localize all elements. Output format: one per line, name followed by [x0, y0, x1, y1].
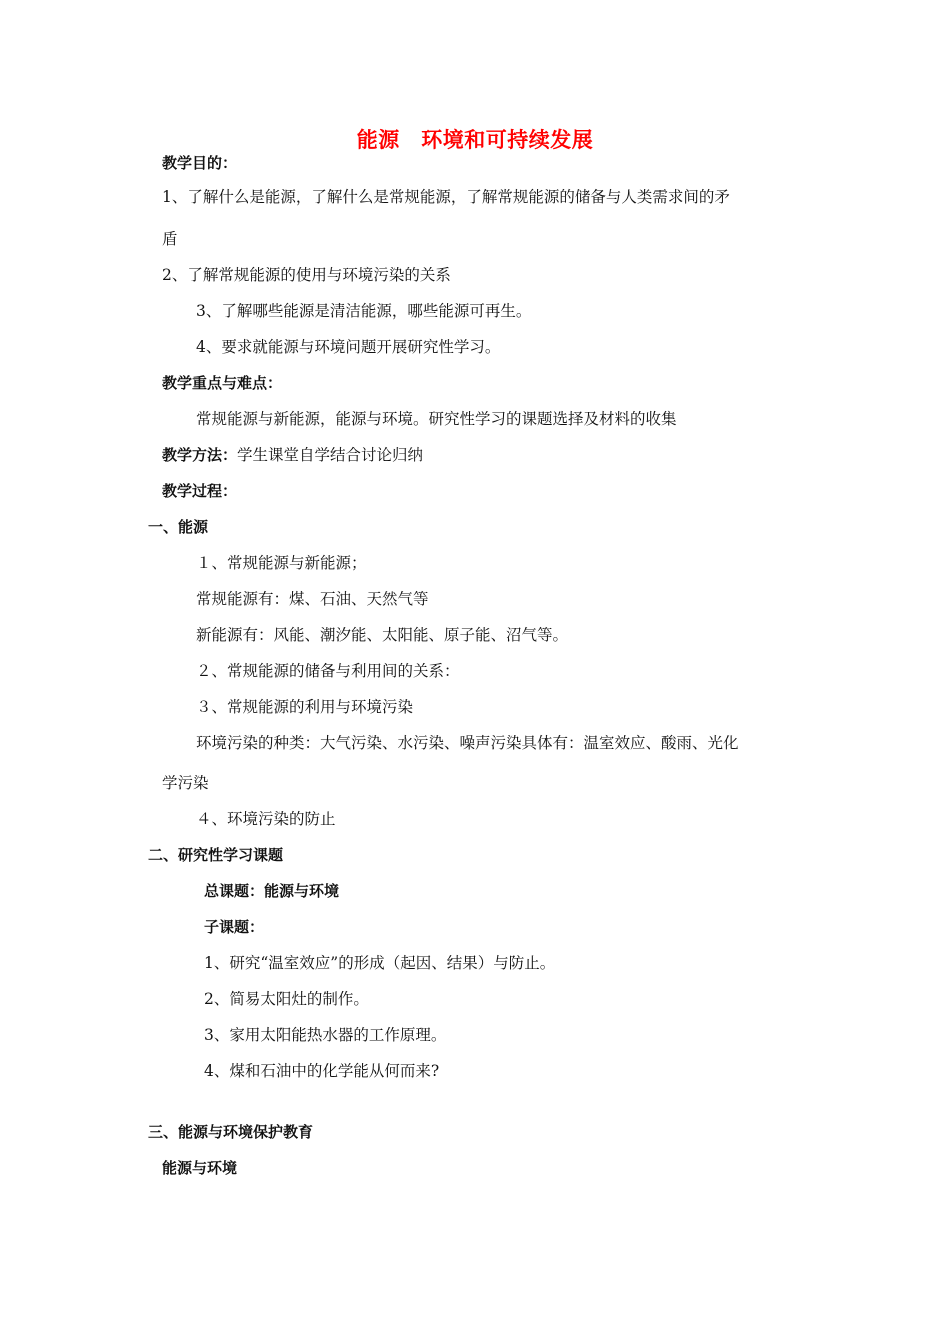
section3-sub: 能源与环境: [162, 1159, 238, 1177]
section1-line: 环境污染的种类：大气污染、水污染、噪声污染具体有：温室效应、酸雨、光化: [196, 734, 739, 752]
section2-topic: 2、简易太阳灶的制作。: [204, 990, 369, 1008]
section1-line: ２、常规能源的储备与利用间的关系：: [196, 662, 460, 680]
goal-line: 1、了解什么是能源，了解什么是常规能源，了解常规能源的储备与人类需求间的矛: [162, 188, 730, 206]
section2-sub-heading: 子课题：: [204, 918, 265, 936]
section2-heading: 二、研究性学习课题: [148, 846, 284, 864]
section1-line: １、常规能源与新能源；: [196, 554, 367, 572]
goal-line: 盾: [162, 230, 178, 248]
goal-line: 3、了解哪些能源是清洁能源，哪些能源可再生。: [196, 302, 532, 320]
process-heading: 教学过程：: [162, 482, 238, 500]
goals-heading: 教学目的：: [162, 154, 238, 172]
section1-heading: 一、能源: [148, 518, 209, 536]
section1-line: 常规能源有：煤、石油、天然气等: [196, 590, 429, 608]
section2-main-topic: 总课题：能源与环境: [204, 882, 340, 900]
document-title: 能源 环境和可持续发展: [356, 128, 594, 152]
section1-line: ４、环境污染的防止: [196, 810, 336, 828]
key-heading: 教学重点与难点：: [162, 374, 283, 392]
method-line: [162, 444, 423, 466]
section1-line: ３、常规能源的利用与环境污染: [196, 698, 414, 716]
section2-topic: 4、煤和石油中的化学能从何而来?: [204, 1062, 440, 1080]
method-heading: 教学方法：: [162, 446, 238, 464]
section1-line: 学污染: [162, 774, 209, 792]
section2-topic: 1、研究“温室效应”的形成（起因、结果）与防止。: [204, 954, 556, 972]
method-text: 学生课堂自学结合讨论归纳: [237, 446, 424, 464]
goal-line: 2、了解常规能源的使用与环境污染的关系: [162, 266, 451, 284]
goal-line: 4、要求就能源与环境问题开展研究性学习。: [196, 338, 501, 356]
section3-heading: 三、能源与环境保护教育: [148, 1123, 314, 1141]
key-text: 常规能源与新能源，能源与环境。研究性学习的课题选择及材料的收集: [196, 410, 677, 428]
section1-line: 新能源有：风能、潮汐能、太阳能、原子能、沼气等。: [196, 626, 569, 644]
section2-topic: 3、家用太阳能热水器的工作原理。: [204, 1026, 447, 1044]
